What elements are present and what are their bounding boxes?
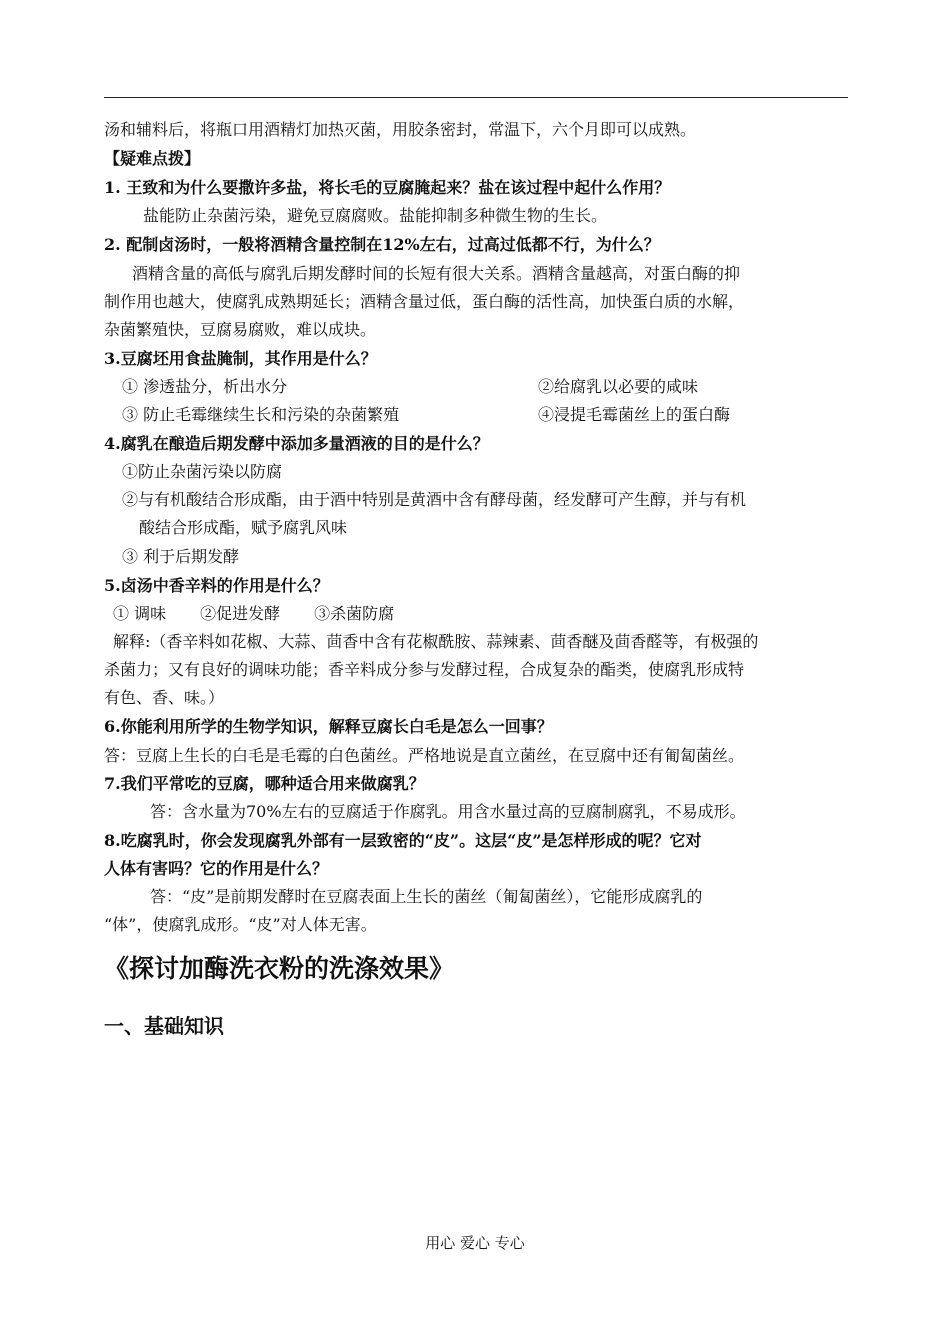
answer-3-item-3: ③ 防止毛霉继续生长和污染的杂菌繁殖 xyxy=(122,405,400,424)
question-8-line-1: 8.吃腐乳时，你会发现腐乳外部有一层致密的“皮”。这层“皮”是怎样形成的呢？它对 xyxy=(104,831,702,850)
answer-3-item-4: ④浸提毛霉菌丝上的蛋白酶 xyxy=(538,405,731,424)
header-rule xyxy=(104,97,848,98)
question-2: 2. 配制卤汤时，一般将酒精含量控制在12%左右，过高过低都不行，为什么？ xyxy=(104,235,660,254)
question-6: 6.你能利用所学的生物学知识，解释豆腐长白毛是怎么一回事？ xyxy=(104,717,553,736)
question-7: 7.我们平常吃的豆腐，哪种适合用来做腐乳？ xyxy=(104,774,425,793)
section-heading-difficulties: 【疑难点拨】 xyxy=(104,149,201,168)
answer-5-item-3: ③杀菌防腐 xyxy=(314,604,395,623)
answer-8-line-2: “体”，使腐乳成形。“皮”对人体无害。 xyxy=(104,915,377,934)
answer-4-item-2-line-1: ②与有机酸结合形成酯，由于酒中特别是黄酒中含有酵母菌，经发酵可产生醇，并与有机 xyxy=(122,490,747,509)
answer-5-explanation-line-3: 有色、香、味。） xyxy=(104,688,225,707)
paragraph-line: 汤和辅料后，将瓶口用酒精灯加热灭菌，用胶条密封，常温下，六个月即可以成熟。 xyxy=(104,120,697,139)
answer-5-item-1: ① 调味 xyxy=(113,604,167,623)
section-title: 《探讨加酶洗衣粉的洗涤效果》 xyxy=(104,954,455,983)
answer-3-item-2: ②给腐乳以必要的咸味 xyxy=(538,377,699,396)
question-1: 1. 王致和为什么要撒许多盐，将长毛的豆腐腌起来？盐在该过程中起什么作用？ xyxy=(104,178,671,197)
answer-3-row-1 xyxy=(122,377,872,397)
answer-2-line-2: 制作用也越大，使腐乳成熟期延长；酒精含量过低，蛋白酶的活性高，加快蛋白质的水解， xyxy=(104,292,745,311)
answer-7: 答：含水量为70%左右的豆腐适于作腐乳。用含水量过高的豆腐制腐乳，不易成形。 xyxy=(150,802,746,821)
answer-5-items xyxy=(113,604,863,624)
answer-5-item-2: ②促进发酵 xyxy=(200,604,281,623)
answer-2-line-1: 酒精含量的高低与腐乳后期发酵时间的长短有很大关系。酒精含量越高，对蛋白酶的抑 xyxy=(132,264,741,283)
answer-3-item-1: ① 渗透盐分，析出水分 xyxy=(122,377,288,396)
answer-1: 盐能防止杂菌污染，避免豆腐腐败。盐能抑制多种微生物的生长。 xyxy=(143,206,608,225)
page-footer: 用心 爱心 专心 xyxy=(425,1234,525,1252)
answer-3-row-2 xyxy=(122,405,872,425)
section-subtitle: 一、基础知识 xyxy=(104,1014,224,1038)
question-3: 3.豆腐坯用食盐腌制，其作用是什么？ xyxy=(104,349,377,368)
answer-5-explanation-line-2: 杀菌力；又有良好的调味功能；香辛料成分参与发酵过程，合成复杂的酯类，使腐乳形成特 xyxy=(104,660,745,679)
question-5: 5.卤汤中香辛料的作用是什么？ xyxy=(104,576,329,595)
answer-8-line-1: 答：“皮”是前期发酵时在豆腐表面上生长的菌丝（匍匐菌丝），它能形成腐乳的 xyxy=(150,887,703,906)
question-8-line-2: 人体有害吗？它的作用是什么？ xyxy=(104,859,329,878)
answer-4-item-2-line-2: 酸结合形成酯，赋予腐乳风味 xyxy=(139,518,348,537)
answer-2-line-3: 杂菌繁殖快，豆腐易腐败，难以成块。 xyxy=(104,320,377,339)
answer-6: 答：豆腐上生长的白毛是毛霉的白色菌丝。严格地说是直立菌丝，在豆腐中还有匍匐菌丝。 xyxy=(104,746,745,765)
answer-4-item-1: ①防止杂菌污染以防腐 xyxy=(122,462,283,481)
answer-4-item-3: ③ 利于后期发酵 xyxy=(122,547,240,566)
question-4: 4.腐乳在酿造后期发酵中添加多量酒液的目的是什么？ xyxy=(104,434,489,453)
answer-5-explanation-line-1: 解释:（香辛料如花椒、大蒜、茴香中含有花椒酰胺、蒜辣素、茴香醚及茴香醛等，有极强的 xyxy=(113,632,759,651)
